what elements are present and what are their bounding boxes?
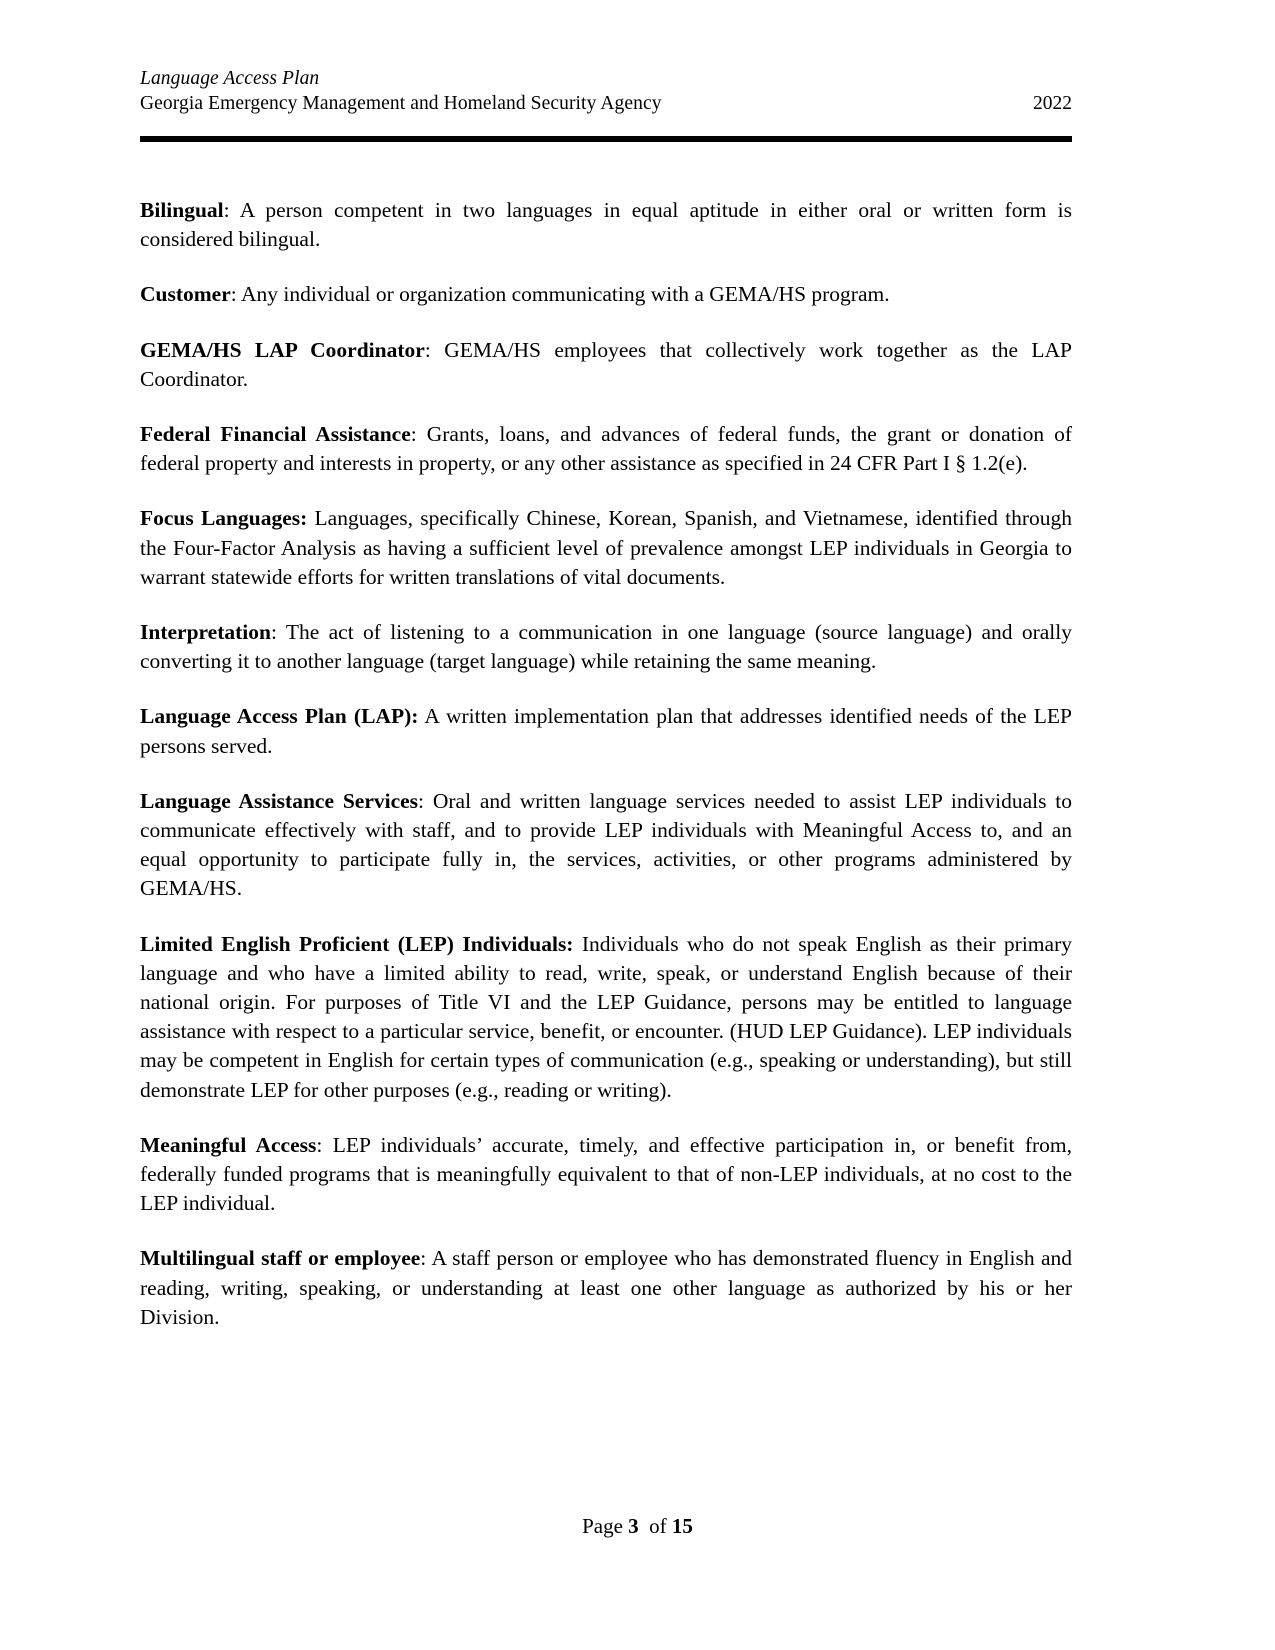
definition-separator: :	[420, 1246, 432, 1271]
definition-entry	[140, 1244, 1072, 1332]
definition-term: Customer	[140, 282, 231, 307]
page-header	[140, 66, 1072, 117]
definition-entry	[140, 1131, 1072, 1219]
definition-text: Grants, loans, and advances of federal funds, the grant or donation of federal property and interests in property, or any other assistance as specified in 24 CFR Part I § 1.2(e).	[140, 422, 1072, 476]
definition-separator: :	[424, 337, 445, 362]
definition-separator: :	[418, 788, 433, 813]
definition-text: Oral and written language services needed to assist LEP individuals to communicate effectively with staff, and to provide LEP individuals with Meaningful Access to, and an equal opportunity to participate fully in, the services, activities, or other programs administered by GEMA/HS.	[140, 788, 1073, 901]
definition-entry	[140, 930, 1072, 1105]
definition-entry	[140, 618, 1072, 676]
header-document-title: Language Access Plan	[140, 68, 320, 89]
definition-separator: :	[410, 422, 427, 447]
definition-term: Focus Languages:	[140, 506, 308, 531]
definition-separator: :	[270, 620, 286, 645]
definition-separator	[573, 932, 581, 956]
definition-separator: :	[316, 1132, 333, 1157]
definition-entry	[140, 420, 1072, 478]
definition-text: A staff person or employee who has demonstrated fluency in English and reading, writing, speaking, or understanding at least one other language as authorized by his or her Division.	[140, 1246, 1072, 1329]
definition-text: Individuals who do not speak English as their primary language and who have a limited ability to read, write, speak, or understand English because of their national origin. For purposes of Title VI and the LEP Guidance, persons may be entitled to language assistance with respect to a particular service, benefit, or encounter. (HUD LEP Guidance). LEP individuals may be competent in English for certain types of communication (e.g., speaking or understanding), but still demonstrate LEP for other purposes (e.g., reading or writing).	[140, 931, 1072, 1102]
definition-text: The act of listening to a communication in one language (source language) and orally converting it to another language (target language) while retaining the same meaning.	[140, 620, 1072, 674]
definition-text: A written implementation plan that addresses identified needs of the LEP persons served.	[140, 704, 1072, 758]
definition-term: Limited English Proficient (LEP) Individuals:	[140, 931, 574, 956]
definition-text: LEP individuals’ accurate, timely, and effective participation in, or benefit from, federally funded programs that is meaningfully equivalent to that of non-LEP individuals, at no cost to the LEP individual.	[140, 1132, 1072, 1216]
footer-total-pages: 15	[671, 1514, 693, 1538]
definition-term: Meaningful Access	[140, 1132, 317, 1157]
definition-text: Languages, specifically Chinese, Korean, Spanish, and Vietnamese, identified through the Four-Factor Analysis as having a sufficient level of prevalence amongst LEP individuals in Georgia to warrant statewide efforts for written translations of vital documents.	[140, 506, 1073, 589]
definition-entry	[140, 280, 1072, 309]
definition-entry	[140, 196, 1072, 254]
footer-page-label: Page	[582, 1514, 623, 1538]
page-footer	[0, 1513, 1275, 1539]
definition-term: Federal Financial Assistance	[140, 422, 411, 447]
header-agency-row	[140, 91, 1072, 117]
definition-separator: :	[230, 282, 241, 307]
definition-term: Interpretation	[140, 620, 271, 645]
definition-entry	[140, 336, 1072, 394]
definition-term: Language Assistance Services	[140, 788, 419, 813]
header-title-row	[140, 66, 1072, 91]
footer-of-label: of	[649, 1514, 667, 1538]
definition-separator	[307, 506, 314, 530]
definition-term: Bilingual	[140, 198, 224, 222]
definitions-list	[140, 196, 1072, 1332]
footer-page-number: 3	[628, 1514, 639, 1538]
definition-separator: :	[223, 198, 240, 222]
header-agency-name: Georgia Emergency Management and Homeland Security Agency	[140, 93, 662, 114]
header-divider-rule	[140, 136, 1072, 142]
definition-term: Language Access Plan (LAP):	[140, 704, 419, 729]
definition-term: GEMA/HS LAP Coordinator	[140, 337, 425, 362]
definition-text: GEMA/HS employees that collectively work together as the LAP Coordinator.	[140, 337, 1072, 391]
definition-term: Multilingual staff or employee	[140, 1246, 421, 1271]
header-year: 2022	[1033, 93, 1072, 114]
definition-entry	[140, 504, 1072, 592]
definition-text: Any individual or organization communicating with a GEMA/HS program.	[240, 282, 890, 307]
definition-entry	[140, 787, 1072, 904]
definition-text: A person competent in two languages in equal aptitude in either oral or written form is considered bilingual.	[140, 198, 1072, 252]
definition-entry	[140, 702, 1072, 760]
